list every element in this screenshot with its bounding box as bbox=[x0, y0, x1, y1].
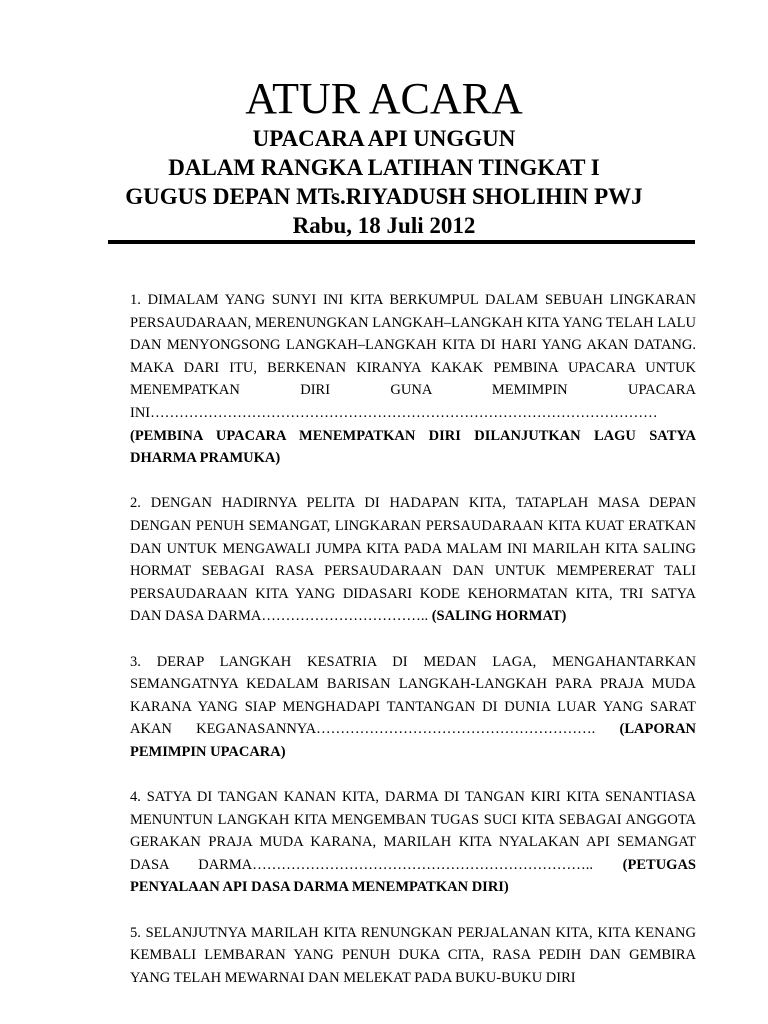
agenda-item-text: 3. DERAP LANGKAH KESATRIA DI MEDAN LAGA, MENGAHANTARKAN SEMANGATNYA KEDALAM BARISAN LANGKAH-LANGKAH PARA PRAJA MUDA KARANA YANG SIAP MENGHADAPI TANTANGAN DI DUNIA LUAR YANG SARAT AKAN KEGANASANNYA…………………………………………………. bbox=[130, 653, 696, 738]
agenda-item bbox=[130, 651, 696, 764]
agenda-item bbox=[130, 289, 696, 470]
document-title: ATUR ACARA bbox=[245, 74, 523, 123]
document-header bbox=[0, 74, 768, 240]
event-context: DALAM RANGKA LATIHAN TINGKAT I bbox=[168, 155, 600, 180]
header-divider bbox=[108, 240, 695, 244]
event-date: Rabu, 18 Juli 2012 bbox=[292, 213, 476, 238]
agenda-item bbox=[130, 492, 696, 628]
agenda-item-text: 4. SATYA DI TANGAN KANAN KITA, DARMA DI TANGAN KIRI KITA SENANTIASA MENUNTUN LANGKAH KITA MENGEMBAN TUGAS SUCI KITA SEBAGAI ANGGOTA GERAKAN PRAJA MUDA KARANA, MARILAH KITA NYALAKAN API SEMANGAT DASA DARMA…………………………………………………………….. bbox=[130, 789, 696, 873]
agenda-item-instruction: (PEMBINA UPACARA MENEMPATKAN DIRI DILANJUTKAN LAGU SATYA DHARMA PRAMUKA) bbox=[130, 427, 696, 467]
agenda-item-instruction: (SALING HORMAT) bbox=[431, 608, 567, 625]
agenda-item bbox=[130, 786, 696, 899]
agenda-item-instruction: (PETUGAS PENYALAAN API DASA DARMA MENEMPATKAN DIRI) bbox=[130, 856, 696, 896]
agenda-list bbox=[130, 289, 696, 1012]
agenda-item bbox=[130, 922, 696, 990]
agenda-item-text: 5. SELANJUTNYA MARILAH KITA RENUNGKAN PERJALANAN KITA, KITA KENANG KEMBALI LEMBARAN YANG PENUH DUKA CITA, RASA PEDIH DAN GEMBIRA YANG TELAH MEWARNAI DAN MELEKAT PADA BUKU-BUKU DIRI bbox=[130, 924, 696, 986]
organizer: GUGUS DEPAN MTs.RIYADUSH SHOLIHIN PWJ bbox=[125, 184, 643, 209]
agenda-item-text: 2. DENGAN HADIRNYA PELITA DI HADAPAN KITA, TATAPLAH MASA DEPAN DENGAN PENUH SEMANGAT, LINGKARAN PERSAUDARAAN KITA KUAT ERATKAN DAN UNTUK MENGAWALI JUMPA KITA PADA MALAM INI MARILAH KITA SALING HORMAT SEBAGAI RASA PERSAUDARAAN DAN UNTUK MEMPERERAT TALI PERSAUDARAAN KITA YANG DIDASARI KODE KEHORMATAN KITA, TRI SATYA DAN DASA DARMA…………………………….. bbox=[130, 495, 696, 625]
agenda-item-instruction: (LAPORAN PEMIMPIN UPACARA) bbox=[130, 721, 697, 760]
agenda-item-text: 1. DIMALAM YANG SUNYI INI KITA BERKUMPUL DALAM SEBUAH LINGKARAN PERSAUDARAAN, MERENUNGKAN LANGKAH–LANGKAH KITA YANG TELAH LALU DAN MENYONGSONG LANGKAH–LANGKAH KITA DI HARI YANG AKAN DATANG. MAKA DARI ITU, BERKENAN KIRANYA KAKAK PEMBINA UPACARA UNTUK MENEMPATKAN DIRI GUNA MEMIMPIN UPACARA INI…………………………………………………………………………………………… bbox=[130, 292, 696, 421]
event-name: UPACARA API UNGGUN bbox=[252, 126, 516, 151]
